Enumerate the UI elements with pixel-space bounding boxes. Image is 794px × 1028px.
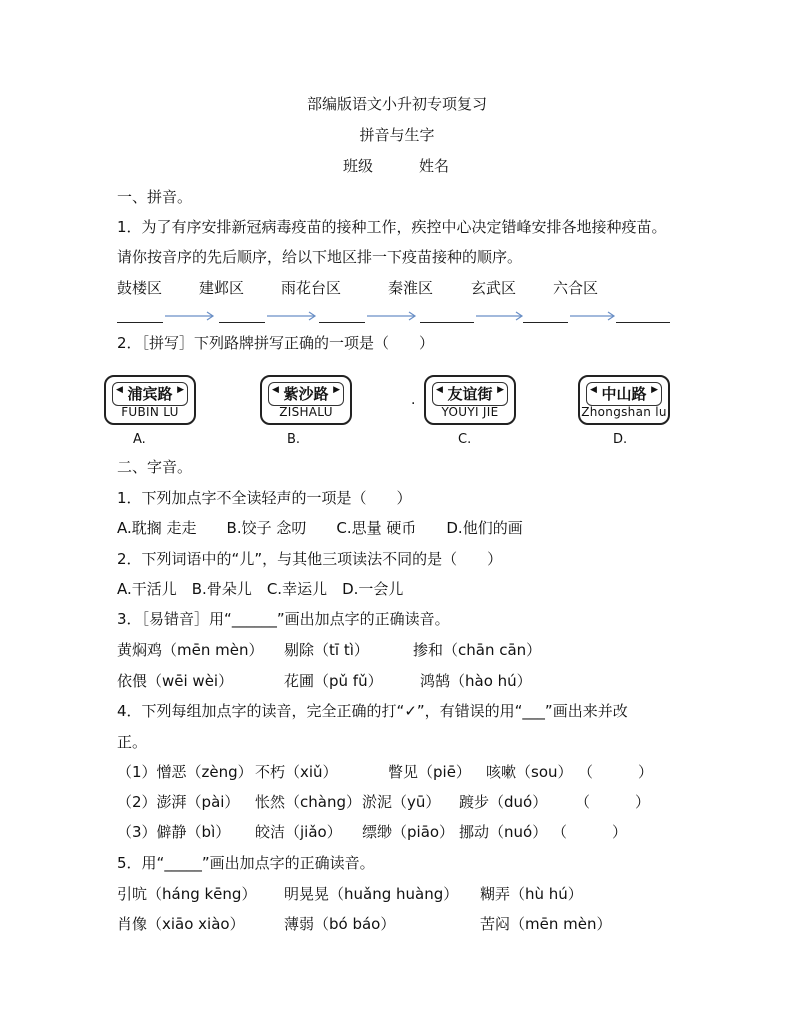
- q4-item: （1）憎恶（zèng）: [117, 763, 253, 781]
- sign-pinyin: ZISHALU: [279, 405, 333, 419]
- q4-item: 踱步（duó）: [459, 793, 548, 811]
- sign-chinese: 浦宾路: [112, 382, 188, 406]
- s1-q1-line1: 1．为了有序安排新冠病毒疫苗的接种工作，疾控中心决定错峰安排各地接种疫苗。: [117, 218, 667, 236]
- q5-item: 明晃晃（huǎng huàng）: [284, 885, 459, 903]
- q5-item: 糊弄（hù hú）: [480, 885, 583, 903]
- left-arrow-icon: ◀: [436, 385, 443, 395]
- s2-q4-line1: 4．下列每组加点字的读音，完全正确的打“✓”，有错误的用“___”画出来并改: [117, 702, 628, 720]
- arrow-icon: [165, 309, 217, 323]
- order-blank-4[interactable]: [420, 322, 474, 323]
- option-b-label[interactable]: B.: [287, 432, 301, 447]
- district-luhe: 六合区: [553, 279, 599, 297]
- q4-item: 缥缈（piāo）: [362, 823, 455, 841]
- sign-pinyin: FUBIN LU: [121, 405, 179, 419]
- q5-item: 苦闷（mēn mèn）: [480, 915, 612, 933]
- s2-q5: 5．用“_____”画出加点字的正确读音。: [117, 854, 375, 872]
- order-blank-5[interactable]: [523, 322, 568, 323]
- q3-item: 剔除（tī tì）: [284, 641, 369, 659]
- q5-item: 肖像（xiāo xiào）: [117, 915, 245, 933]
- s2-q3: 3．［易错音］用“______”画出加点字的正确读音。: [117, 610, 450, 628]
- q4-answer-blank[interactable]: （ ）: [552, 823, 628, 841]
- q3-item: 鸿鹄（hào hú）: [420, 672, 532, 690]
- sign-chinese: 中山路: [586, 382, 662, 406]
- q5-item: 薄弱（bó báo）: [284, 915, 396, 933]
- left-arrow-icon: ◀: [272, 385, 279, 395]
- s2-q2-options: A.干活儿 B.骨朵儿 C.幸运儿 D.一会儿: [117, 580, 404, 598]
- q3-item: 花圃（pǔ fǔ）: [284, 672, 383, 690]
- road-sign-c: [424, 375, 516, 425]
- left-arrow-icon: ◀: [116, 385, 123, 395]
- arrow-icon: [570, 309, 618, 323]
- option-a-label[interactable]: A.: [133, 432, 146, 447]
- road-sign-a: [104, 375, 196, 425]
- order-blank-2[interactable]: [219, 322, 265, 323]
- q4-answer-blank[interactable]: （ ）: [575, 793, 651, 811]
- sign-pinyin: Zhongshan lu: [581, 405, 667, 419]
- q4-item: （2）澎湃（pài）: [117, 793, 240, 811]
- order-blank-3[interactable]: [319, 322, 365, 323]
- district-guloudistrict: 鼓楼区: [117, 279, 163, 297]
- right-arrow-icon: ▶: [651, 385, 658, 395]
- section2-heading: 二、字音。: [117, 458, 193, 476]
- sign-chinese: 友谊街: [432, 382, 508, 406]
- section1-heading: 一、拼音。: [117, 188, 193, 206]
- right-arrow-icon: ▶: [333, 385, 340, 395]
- arrow-icon: [367, 309, 419, 323]
- district-xuanwu: 玄武区: [471, 279, 517, 297]
- q5-item: 引吭（háng kēng）: [117, 885, 257, 903]
- order-blank-6[interactable]: [616, 322, 670, 323]
- q4-item: 皎洁（jiǎo）: [255, 823, 342, 841]
- arrow-icon: [267, 309, 319, 323]
- sign-chinese: 紫沙路: [268, 382, 344, 406]
- option-d-label[interactable]: D.: [613, 432, 628, 447]
- right-arrow-icon: ▶: [177, 385, 184, 395]
- s2-q4-line2: 正。: [117, 733, 148, 751]
- class-label: 班级: [343, 157, 374, 175]
- q3-item: 黄焖鸡（mēn mèn）: [117, 641, 264, 659]
- s1-q1-line2: 请你按音序的先后顺序，给以下地区排一下疫苗接种的顺序。: [117, 248, 523, 266]
- q4-item: 咳嗽（sou）: [486, 763, 573, 781]
- s1-q2: 2．［拼写］下列路牌拼写正确的一项是（ ）: [117, 334, 435, 352]
- q4-item: 瞥见（piē）: [388, 763, 471, 781]
- q4-item: 挪动（nuó）: [459, 823, 548, 841]
- district-yuhuatai: 雨花台区: [281, 279, 342, 297]
- sign-pinyin: YOUYI JIE: [441, 405, 499, 419]
- arrow-icon: [476, 309, 526, 323]
- q4-item: 怅然（chàng）: [255, 793, 361, 811]
- left-arrow-icon: ◀: [590, 385, 597, 395]
- road-sign-d: [578, 375, 670, 425]
- district-jianye: 建邺区: [199, 279, 245, 297]
- name-label: 姓名: [419, 157, 450, 175]
- q4-item: （3）僻静（bì）: [117, 823, 231, 841]
- s2-q2: 2．下列词语中的“儿”，与其他三项读法不同的是（ ）: [117, 550, 503, 568]
- right-arrow-icon: ▶: [497, 385, 504, 395]
- order-blank-1[interactable]: [117, 322, 163, 323]
- q3-item: 掺和（chān cān）: [413, 641, 542, 659]
- q4-answer-blank[interactable]: （ ）: [578, 763, 654, 781]
- page-title: 部编版语文小升初专项复习: [306, 95, 487, 113]
- page-subtitle: 拼音与生字: [359, 126, 435, 144]
- s2-q1-options: A.耽搁 走走 B.饺子 念叨 C.思量 硬币 D.他们的画: [117, 519, 523, 537]
- q4-item: 不朽（xiǔ）: [255, 763, 338, 781]
- option-c-label[interactable]: C.: [458, 432, 472, 447]
- road-sign-b: [260, 375, 352, 425]
- s2-q1: 1．下列加点字不全读轻声的一项是（ ）: [117, 489, 412, 507]
- stray-dot: ·: [411, 396, 416, 412]
- q4-item: 淤泥（yū）: [362, 793, 441, 811]
- district-qinhuai: 秦淮区: [388, 279, 434, 297]
- q3-item: 依偎（wēi wèi）: [117, 672, 234, 690]
